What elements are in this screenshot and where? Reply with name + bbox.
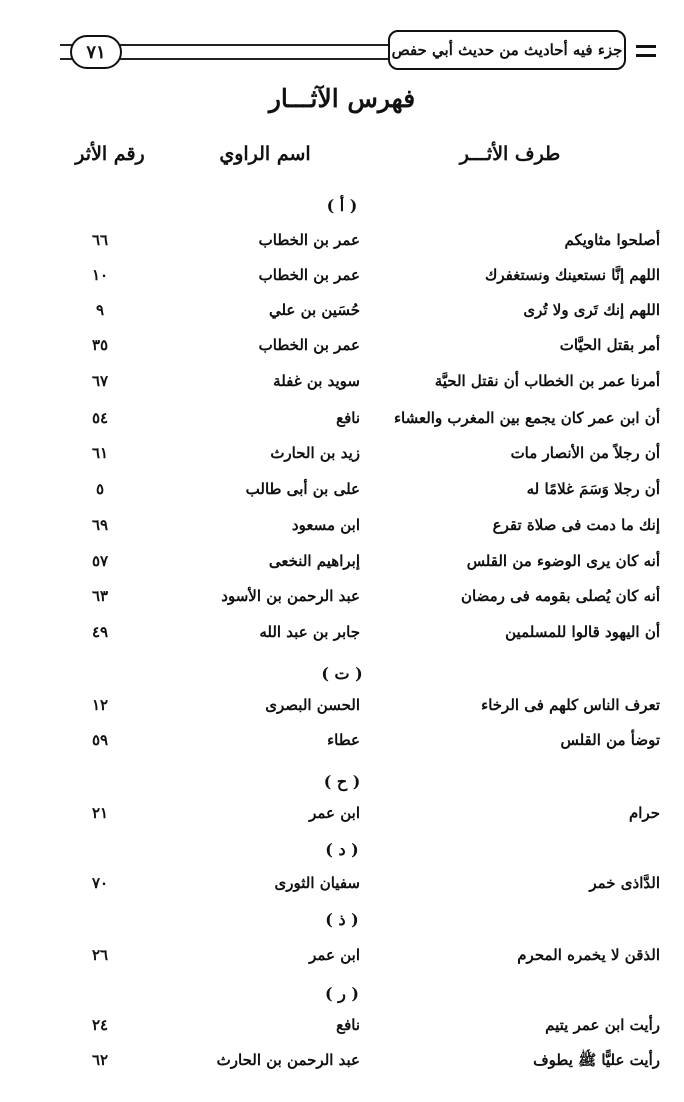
row-narrator: ابن مسعود bbox=[291, 516, 360, 534]
book-title: جزء فيه أحاديث من حديث أبي حفص bbox=[388, 30, 626, 70]
row-number: ١٢ bbox=[91, 696, 109, 714]
row-narrator: عمر بن الخطاب bbox=[258, 231, 360, 249]
row-narrator: ابن عمر bbox=[309, 804, 360, 822]
table-row bbox=[0, 617, 684, 647]
row-term: أن ابن عمر كان يجمع بين المغرب والعشاء bbox=[393, 409, 660, 427]
table-row bbox=[0, 725, 684, 755]
table-row bbox=[0, 1010, 684, 1040]
row-term: أنه كان يرى الوضوء من القلس bbox=[466, 552, 660, 570]
row-term: أمرنا عمر بن الخطاب أن نقتل الحيَّة bbox=[434, 372, 660, 390]
table-row bbox=[0, 581, 684, 611]
row-term: إنك ما دمت فى صلاة تقرع bbox=[492, 516, 660, 534]
row-number: ٦٦ bbox=[91, 231, 109, 249]
table-row bbox=[0, 438, 684, 468]
table-row bbox=[0, 260, 684, 290]
row-number: ٩ bbox=[95, 301, 105, 319]
header-dash-bottom bbox=[636, 54, 656, 57]
row-term: رأيت ابن عمر يتيم bbox=[545, 1016, 660, 1034]
row-term: توضأ من القلس bbox=[560, 731, 660, 749]
column-header-term: طرف الأثـــر bbox=[459, 143, 561, 165]
row-term: تعرف الناس كلهم فى الرخاء bbox=[481, 696, 660, 714]
table-row bbox=[0, 225, 684, 255]
row-term: أنه كان يُصلى بقومه فى رمضان bbox=[460, 587, 660, 605]
row-number: ٦٩ bbox=[91, 516, 109, 534]
row-term: الدَّاذى خمر bbox=[589, 874, 660, 892]
row-narrator: سفيان الثورى bbox=[274, 874, 360, 892]
table-row bbox=[0, 940, 684, 970]
column-header-number: رقم الأثر bbox=[75, 143, 145, 165]
row-narrator: عمر بن الخطاب bbox=[258, 266, 360, 284]
section-letter: ( ر ) bbox=[324, 984, 359, 1003]
row-term: حرام bbox=[628, 804, 660, 822]
row-term: أن رجلاً من الأنصار مات bbox=[510, 444, 660, 462]
row-term: أصلحوا مثاويكم bbox=[564, 231, 660, 249]
row-number: ٤٩ bbox=[91, 623, 109, 641]
page-number: ٧١ bbox=[70, 35, 122, 69]
row-narrator: جابر بن عبد الله bbox=[259, 623, 360, 641]
row-narrator: الحسن البصرى bbox=[265, 696, 360, 714]
row-number: ٥٤ bbox=[91, 409, 109, 427]
table-row bbox=[0, 474, 684, 504]
row-narrator: عمر بن الخطاب bbox=[258, 336, 360, 354]
table-row bbox=[0, 868, 684, 898]
row-narrator: عبد الرحمن بن الأسود bbox=[221, 587, 360, 605]
row-term: أن رجلا وَسَمَ غلامًا له bbox=[526, 480, 660, 498]
row-term: الذقن لا يخمره المحرم bbox=[517, 946, 660, 964]
row-number: ٧٠ bbox=[91, 874, 109, 892]
row-number: ١٠ bbox=[91, 266, 109, 284]
row-narrator: سويد بن غفلة bbox=[273, 372, 360, 390]
section-letter: ( د ) bbox=[325, 840, 359, 859]
row-term: اللهم إنَّا نستعينك ونستغفرك bbox=[485, 266, 660, 284]
row-number: ٢٦ bbox=[91, 946, 109, 964]
header-dash-top bbox=[636, 45, 656, 48]
row-narrator: على بن أبى طالب bbox=[245, 480, 360, 498]
table-row bbox=[0, 403, 684, 433]
table-row bbox=[0, 510, 684, 540]
row-number: ٥٧ bbox=[91, 552, 109, 570]
section-letter: ( أ ) bbox=[326, 196, 358, 215]
row-narrator: عطاء bbox=[327, 731, 360, 749]
row-number: ٦١ bbox=[91, 444, 109, 462]
row-number: ٢١ bbox=[91, 804, 109, 822]
row-narrator: عبد الرحمن بن الحارث bbox=[216, 1051, 360, 1069]
row-narrator: زيد بن الحارث bbox=[270, 444, 360, 462]
row-narrator: حُسَين بن علي bbox=[268, 301, 360, 319]
row-number: ٣٥ bbox=[91, 336, 109, 354]
row-term: اللهم إنك تَرى ولا تُرى bbox=[523, 301, 660, 319]
index-title: فهرس الآثـــار bbox=[268, 84, 416, 113]
table-row bbox=[0, 546, 684, 576]
row-narrator: نافع bbox=[336, 1016, 360, 1034]
row-term: أمر بقتل الحيَّات bbox=[559, 336, 660, 354]
table-row bbox=[0, 295, 684, 325]
row-number: ٥٩ bbox=[91, 731, 109, 749]
column-header-narrator: اسم الراوي bbox=[219, 143, 311, 165]
row-number: ٦٢ bbox=[91, 1051, 109, 1069]
section-letter: ( ت ) bbox=[321, 664, 363, 683]
row-term: أن اليهود قالوا للمسلمين bbox=[505, 623, 660, 641]
row-number: ٦٧ bbox=[91, 372, 109, 390]
table-row bbox=[0, 366, 684, 396]
section-letter: ( ح ) bbox=[323, 772, 361, 791]
table-row bbox=[0, 330, 684, 360]
section-letter: ( ذ ) bbox=[325, 910, 359, 929]
table-row bbox=[0, 690, 684, 720]
row-narrator: نافع bbox=[336, 409, 360, 427]
row-narrator: إبراهيم النخعى bbox=[268, 552, 360, 570]
table-row bbox=[0, 798, 684, 828]
row-number: ٦٣ bbox=[91, 587, 109, 605]
table-row bbox=[0, 1045, 684, 1075]
row-number: ٢٤ bbox=[91, 1016, 109, 1034]
row-term: رأيت عليًّا ﷺ يطوف bbox=[533, 1051, 660, 1069]
row-number: ٥ bbox=[95, 480, 105, 498]
row-narrator: ابن عمر bbox=[309, 946, 360, 964]
